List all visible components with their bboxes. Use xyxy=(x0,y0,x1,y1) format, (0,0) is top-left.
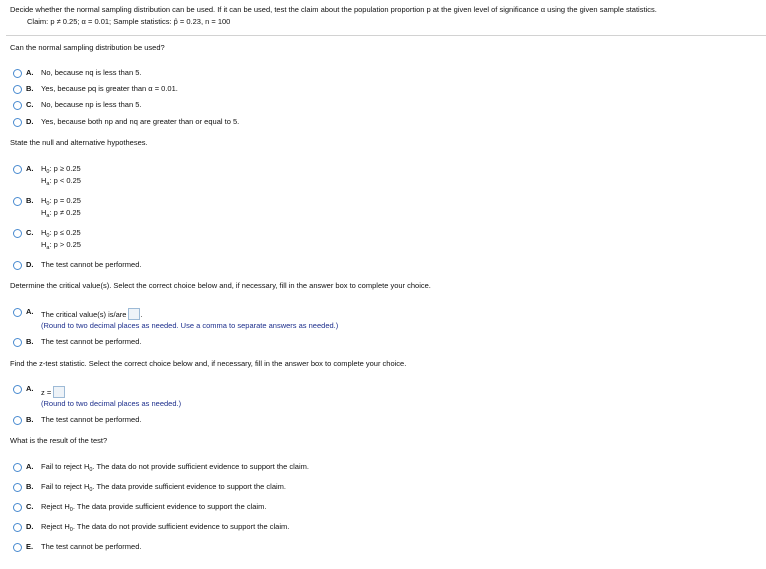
option-text: The test cannot be performed. xyxy=(41,260,142,269)
critical-value-line: The critical value(s) is/are . xyxy=(41,310,143,319)
null-hypothesis: $H_0$: p = 0.25 xyxy=(41,196,81,207)
radio-button[interactable] xyxy=(13,85,22,94)
problem-claim: Claim: p ≠ 0.25; α = 0.01; Sample statistics: p̂ = 0.23, n = 100 xyxy=(27,17,231,26)
critical-value-answer-box[interactable] xyxy=(128,308,140,320)
option-letter: B. xyxy=(26,415,34,424)
null-hypothesis: $H_0$: p ≤ 0.25 xyxy=(41,228,81,239)
radio-button[interactable] xyxy=(13,165,22,174)
radio-button[interactable] xyxy=(13,523,22,532)
option-text: Yes, because both np and nq are greater than or equal to 5. xyxy=(41,117,240,126)
option-letter: E. xyxy=(26,542,34,551)
radio-button[interactable] xyxy=(13,503,22,512)
alternative-hypothesis: $H_a$: p > 0.25 xyxy=(41,240,81,251)
radio-button[interactable] xyxy=(13,416,22,425)
option-letter: A. xyxy=(26,68,34,77)
option-letter: C. xyxy=(26,228,34,237)
alternative-hypothesis: $H_a$: p ≠ 0.25 xyxy=(41,208,81,219)
radio-button[interactable] xyxy=(13,338,22,347)
header-divider xyxy=(6,35,766,36)
null-hypothesis: $H_0$: p ≥ 0.25 xyxy=(41,164,81,175)
alternative-hypothesis: $H_a$: p < 0.25 xyxy=(41,176,81,187)
option-letter: D. xyxy=(26,522,34,531)
radio-button[interactable] xyxy=(13,197,22,206)
option-letter: B. xyxy=(26,337,34,346)
radio-button[interactable] xyxy=(13,101,22,110)
option-text: The test cannot be performed. xyxy=(41,415,142,424)
q3-prompt: Determine the critical value(s). Select the correct choice below and, if necessary, fill in the answer box to complete your choice. xyxy=(10,281,431,290)
option-text: Reject $H_0$. The data provide sufficient evidence to support the claim. xyxy=(41,502,267,513)
radio-button[interactable] xyxy=(13,118,22,127)
z-statistic-line xyxy=(41,386,65,398)
q4-prompt: Find the z-test statistic. Select the correct choice below and, if necessary, fill in the answer box to complete your choice. xyxy=(10,359,407,368)
rounding-hint: (Round to two decimal places as needed. Use a comma to separate answers as needed.) xyxy=(41,321,339,330)
radio-button[interactable] xyxy=(13,463,22,472)
option-letter: A. xyxy=(26,307,34,316)
option-letter: B. xyxy=(26,84,34,93)
radio-button[interactable] xyxy=(13,543,22,552)
option-text: Reject $H_0$. The data do not provide sufficient evidence to support the claim. xyxy=(41,522,290,533)
radio-button[interactable] xyxy=(13,385,22,394)
radio-button[interactable] xyxy=(13,483,22,492)
option-text: The critical value(s) is/are xyxy=(41,310,127,319)
q5-prompt: What is the result of the test? xyxy=(10,436,108,445)
radio-button[interactable] xyxy=(13,261,22,270)
radio-button[interactable] xyxy=(13,308,22,317)
option-letter: A. xyxy=(26,164,34,173)
option-letter: D. xyxy=(26,117,34,126)
option-letter: C. xyxy=(26,100,34,109)
problem-instruction: Decide whether the normal sampling distribution can be used. If it can be used, test the claim about the population proportion p at the given level of significance α using the given sample statistics. xyxy=(10,5,657,14)
rounding-hint: (Round to two decimal places as needed.) xyxy=(41,399,182,408)
option-letter: D. xyxy=(26,260,34,269)
option-text: Fail to reject $H_0$. The data do not provide sufficient evidence to support the claim. xyxy=(41,462,309,473)
radio-button[interactable] xyxy=(13,69,22,78)
option-letter: B. xyxy=(26,482,34,491)
option-text: No, because nq is less than 5. xyxy=(41,68,142,77)
option-letter: A. xyxy=(26,462,34,471)
option-text: The test cannot be performed. xyxy=(41,337,142,346)
option-letter: B. xyxy=(26,196,34,205)
radio-button[interactable] xyxy=(13,229,22,238)
option-text: Fail to reject $H_0$. The data provide sufficient evidence to support the claim. xyxy=(41,482,287,493)
z-statistic-answer-box[interactable] xyxy=(53,386,65,398)
option-text: Yes, because pq is greater than α = 0.01. xyxy=(41,84,178,93)
option-text: No, because np is less than 5. xyxy=(41,100,142,109)
option-text: The test cannot be performed. xyxy=(41,542,142,551)
option-letter: A. xyxy=(26,384,34,393)
q2-prompt: State the null and alternative hypotheses. xyxy=(10,138,148,147)
option-text: z = xyxy=(41,388,52,397)
option-letter: C. xyxy=(26,502,34,511)
q1-prompt: Can the normal sampling distribution be used? xyxy=(10,43,165,52)
